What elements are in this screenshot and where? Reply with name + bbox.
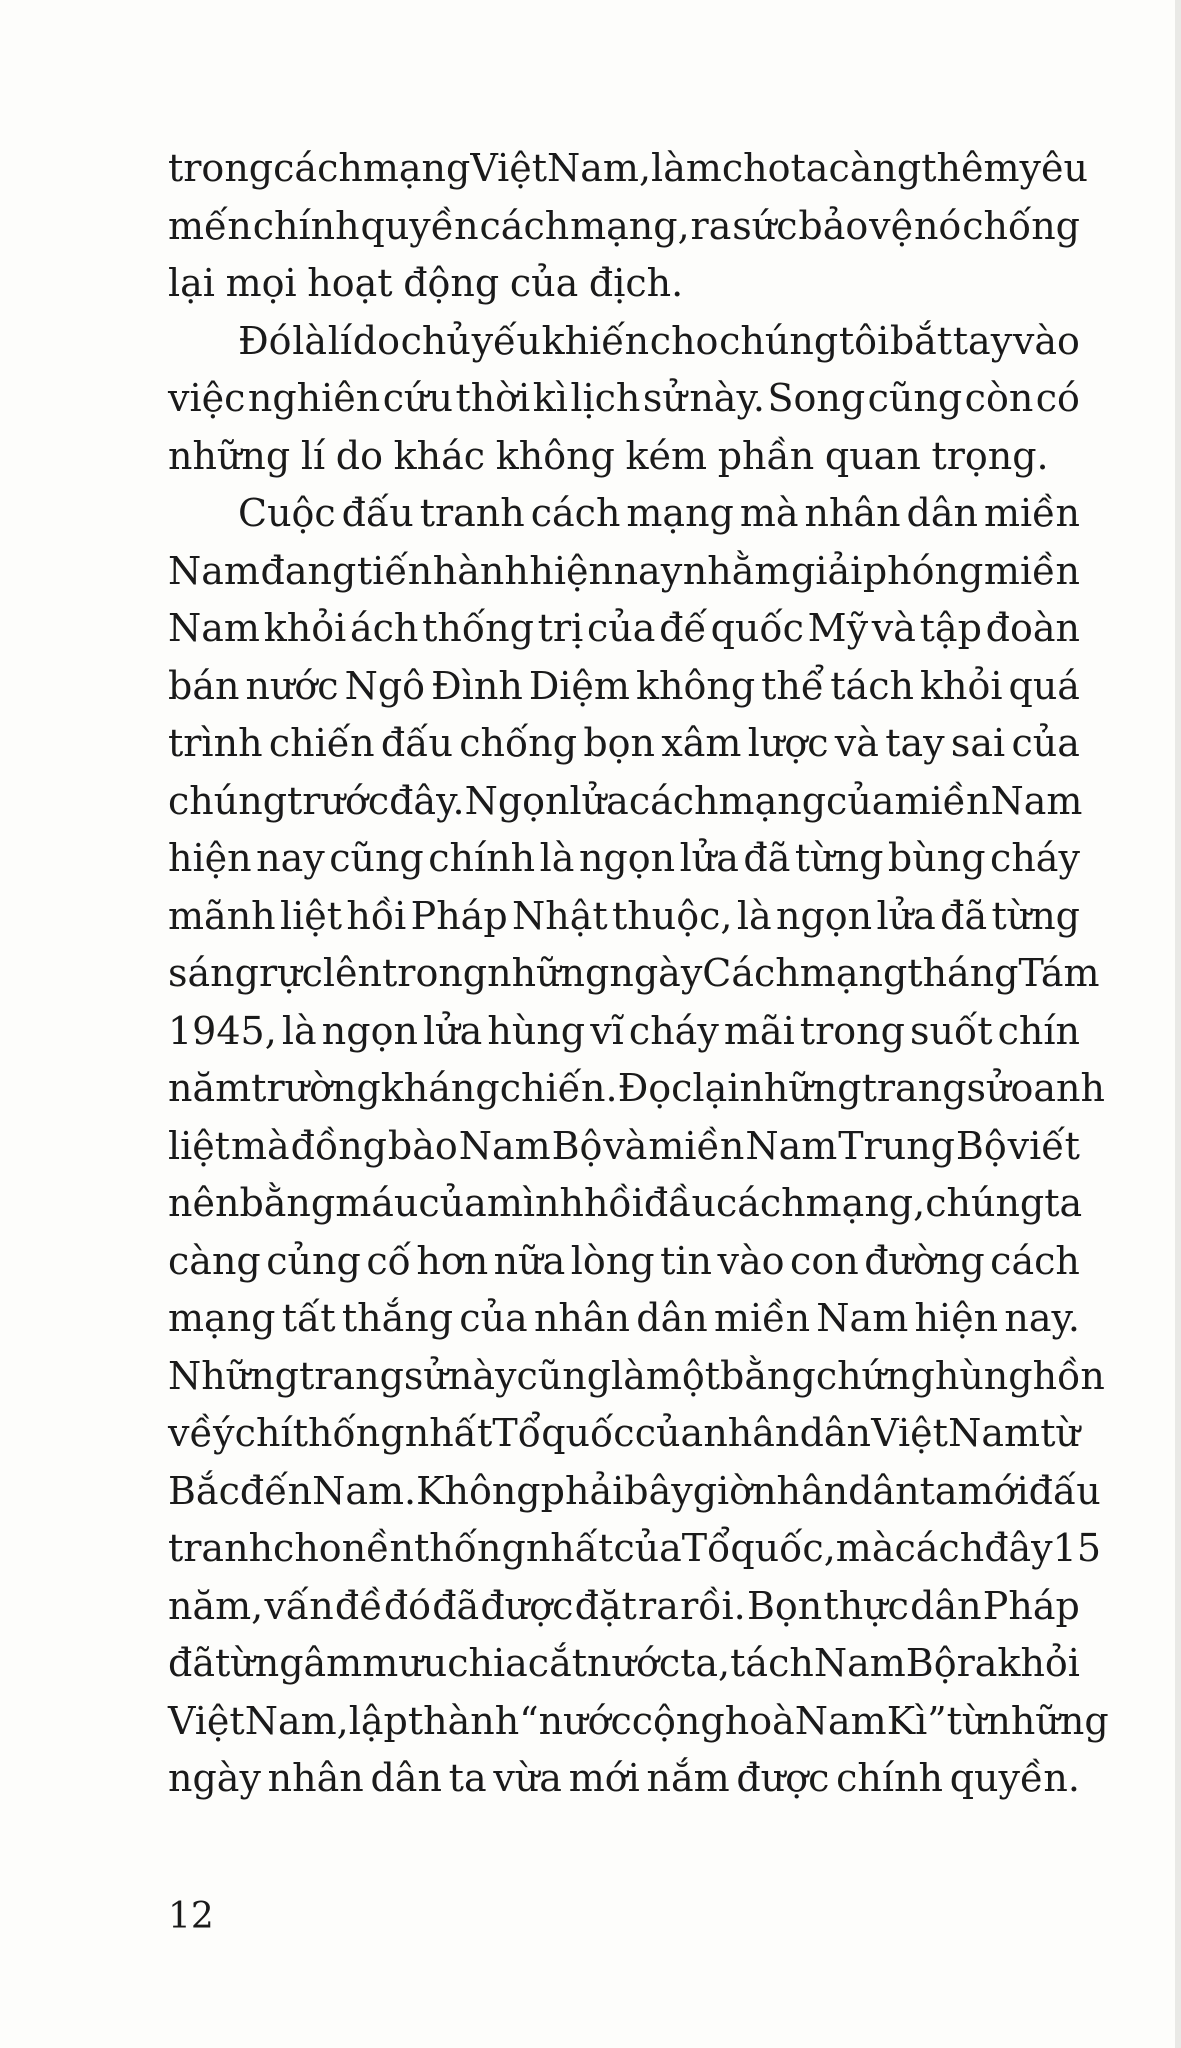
text-line: mạng tất thắng của nhân dân miền Nam hiện nay. <box>168 1296 1080 1340</box>
text-line: Việt Nam, lập thành “nước cộng hoà Nam Kì” từ những <box>168 1698 1109 1743</box>
text-line: Nam đang tiến hành hiện nay nhằm giải phóng miền <box>168 548 1080 593</box>
text-line: Nam khỏi ách thống trị của đế quốc Mỹ và tập đoàn <box>168 606 1080 650</box>
text-line: nên bằng máu của mình hồi đầu cách mạng, chúng ta <box>168 1181 1083 1225</box>
text-line: việc nghiên cứu thời kì lịch sử này. Song cũng còn có <box>168 376 1080 420</box>
text-line: trong cách mạng Việt Nam, làm cho ta càng thêm yêu <box>168 146 1088 190</box>
text-line: sáng rực lên trong những ngày Cách mạng tháng Tám <box>168 951 1100 995</box>
text-line: những lí do khác không kém phần quan trọng. <box>168 433 1049 478</box>
text-line: Cuộc đấu tranh cách mạng mà nhân dân miền <box>238 491 1080 535</box>
text-line: năm, vấn đề đó đã được đặt ra rồi. Bọn thực dân Pháp <box>168 1583 1080 1628</box>
page-number: 12 <box>168 1896 214 1937</box>
text-line: về ý chí thống nhất Tổ quốc của nhân dân Việt Nam từ <box>168 1411 1080 1455</box>
text-line: tranh cho nền thống nhất của Tổ quốc, mà cách đây 15 <box>168 1526 1101 1570</box>
text-line: lại mọi hoạt động của địch. <box>168 261 684 305</box>
text-line: chúng trước đây. Ngọn lửa cách mạng của miền Nam <box>168 778 1083 823</box>
text-line: ngày nhân dân ta vừa mới nắm được chính quyền. <box>168 1756 1080 1800</box>
text-line: trình chiến đấu chống bọn xâm lược và tay sai của <box>168 721 1080 765</box>
text-line: 1945, là ngọn lửa hùng vĩ cháy mãi trong suốt chín <box>168 1008 1080 1053</box>
text-line: liệt mà đồng bào Nam Bộ và miền Nam Trung Bộ viết <box>168 1123 1080 1168</box>
text-line: bán nước Ngô Đình Diệm không thể tách khỏi quá <box>168 663 1080 708</box>
page-edge-shadow <box>1175 0 1181 2048</box>
text-line: Bắc đến Nam. Không phải bây giờ nhân dân ta mới đấu <box>168 1468 1101 1513</box>
text-line: hiện nay cũng chính là ngọn lửa đã từng bùng cháy <box>168 836 1080 880</box>
body-text <box>168 140 1109 1808</box>
text-line: Đó là lí do chủ yếu khiến cho chúng tôi bắt tay vào <box>238 318 1080 363</box>
text-line: mãnh liệt hồi Pháp Nhật thuộc, là ngọn lửa đã từng <box>168 893 1080 938</box>
text-line: càng củng cố hơn nữa lòng tin vào con đường cách <box>168 1238 1080 1283</box>
text-line: Những trang sử này cũng là một bằng chứng hùng hồn <box>168 1353 1105 1398</box>
text-line: mến chính quyền cách mạng, ra sức bảo vệ nó chống <box>168 203 1080 248</box>
text-line: đã từng âm mưu chia cắt nước ta, tách Nam Bộ ra khỏi <box>168 1641 1080 1685</box>
text-line: năm trường kháng chiến. Đọc lại những trang sử oanh <box>168 1066 1105 1110</box>
